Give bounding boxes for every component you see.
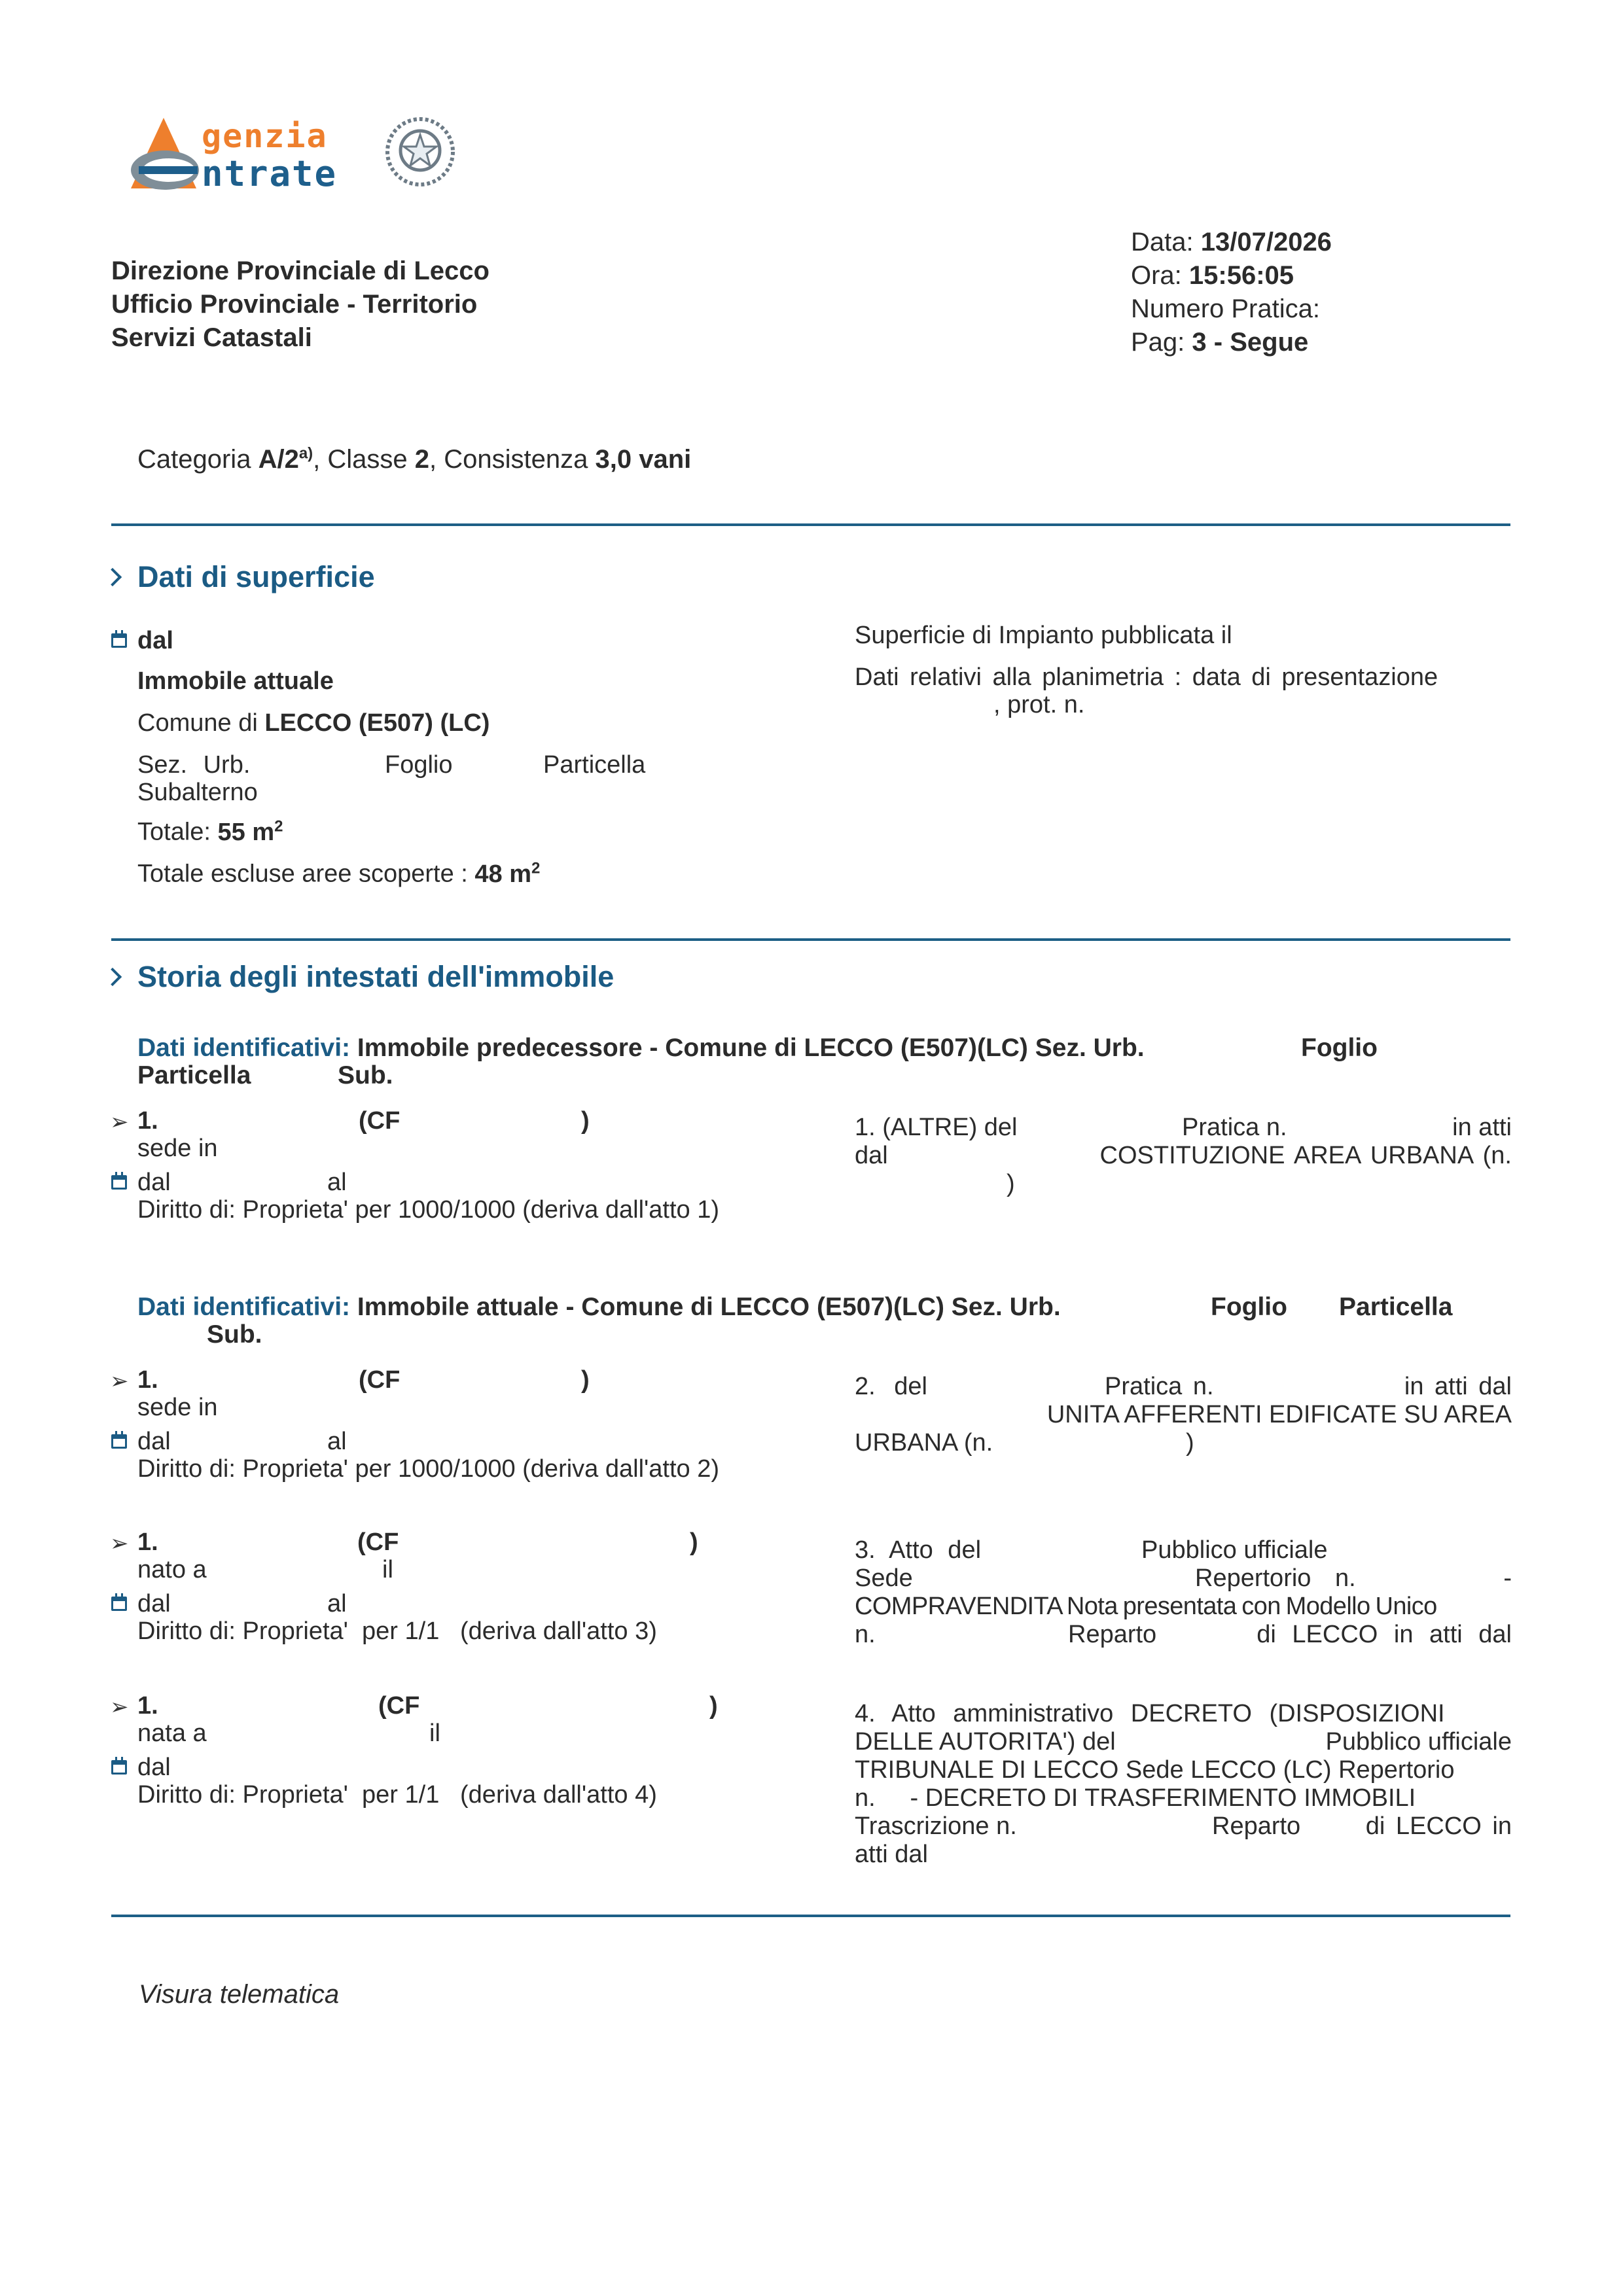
owner-1-dal: dal	[137, 1169, 171, 1196]
office-block	[111, 255, 490, 355]
office-line-2: Ufficio Provinciale - Territorio	[111, 290, 478, 319]
chevron-right-icon	[103, 968, 122, 986]
atto-1: 1. (ALTRE) del Pratica n. in atti dal COSTITUZIONE AREA URBANA (n. )	[855, 1114, 1512, 1197]
dati-identificativi-1-sub: Sub.	[338, 1061, 393, 1089]
agenzia-entrate-logo	[118, 110, 471, 202]
calendar-icon	[111, 1597, 127, 1611]
meta-block	[1131, 226, 1332, 359]
divider-1	[111, 523, 1510, 526]
arrow-right-icon: ➢	[110, 1369, 129, 1394]
arrow-right-icon: ➢	[110, 1110, 129, 1135]
owner-1-num: 1.	[137, 1107, 158, 1135]
divider-3	[111, 1915, 1510, 1917]
owner-3-num: 1.	[137, 1528, 158, 1556]
immobile-attuale: Immobile attuale	[137, 667, 334, 695]
arrow-right-icon: ➢	[110, 1695, 129, 1720]
owner-4-nata: nata a	[137, 1720, 207, 1747]
atto-3: 3. Atto del Pubblico ufficiale Sede Repertorio n. - COMPRAVENDITA Nota presentata con Modello Unico n. Reparto di LECCO in atti dal	[855, 1536, 1512, 1648]
atto-2: 2. del Pratica n. in atti dal UNITA AFFERENTI EDIFICATE SU AREA URBANA (n. )	[855, 1373, 1512, 1457]
owner-3-dal: dal	[137, 1590, 171, 1617]
consistenza-value: 3,0 vani	[595, 445, 692, 474]
owner-2-cf: (CF	[359, 1366, 401, 1394]
dati-identificativi-2-sub: Sub.	[207, 1320, 262, 1349]
owner-2-cf-close: )	[581, 1366, 590, 1394]
dati-identificativi-1-foglio: Foglio	[1301, 1034, 1378, 1062]
classe-value: 2	[414, 445, 430, 474]
meta-date: Data: 13/07/2026	[1131, 228, 1332, 256]
dati-identificativi-2-particella: Particella	[1339, 1293, 1453, 1321]
owner-1-cf: (CF	[359, 1107, 401, 1135]
owner-2-num: 1.	[137, 1366, 158, 1394]
office-line-1: Direzione Provinciale di Lecco	[111, 256, 490, 285]
particella-label: Particella	[543, 751, 646, 779]
calendar-icon	[111, 1434, 127, 1449]
comune-value: LECCO (E507) (LC)	[264, 709, 490, 737]
foglio-label: Foglio	[385, 751, 453, 779]
impianto-line: Superficie di Impianto pubblicata il	[855, 622, 1232, 649]
owner-3-diritto: Diritto di: Proprieta' per 1/1 (deriva dall'atto 3)	[137, 1617, 657, 1645]
meta-time-value: 15:56:05	[1188, 261, 1294, 290]
section-title-storia: Storia degli intestati dell'immobile	[137, 960, 615, 993]
categoria-value: A/2	[258, 445, 299, 474]
planimetria-line-1: Dati relativi alla planimetria : data di presentazione	[855, 663, 1438, 691]
owner-3-nato: nato a	[137, 1556, 207, 1583]
calendar-icon	[111, 1175, 127, 1190]
owner-1-diritto: Diritto di: Proprieta' per 1000/1000 (deriva dall'atto 1)	[137, 1196, 719, 1224]
dati-identificativi-2: Dati identificativi: Immobile attuale - Comune di LECCO (E507)(LC) Sez. Urb.	[137, 1293, 1061, 1321]
atto-4: 4. Atto amministrativo DECRETO (DISPOSIZIONI DELLE AUTORITA') del Pubblico ufficiale TRIBUNALE DI LECCO Sede LECCO (LC) Repertorio n. - DECRETO DI TRASFERIMENTO IMMOBILI Trascrizione n. Reparto di LECCO in atti dal	[855, 1700, 1512, 1868]
superficie-dal: dal	[137, 627, 173, 654]
owner-4-diritto: Diritto di: Proprieta' per 1/1 (deriva dall'atto 4)	[137, 1781, 657, 1809]
footer-visura: Visura telematica	[139, 1980, 340, 2009]
owner-4-cf: (CF	[378, 1692, 420, 1720]
arrow-right-icon: ➢	[110, 1531, 129, 1556]
owner-4-num: 1.	[137, 1692, 158, 1720]
owner-4-cf-close: )	[709, 1692, 718, 1720]
owner-4-dal: dal	[137, 1754, 171, 1781]
dati-identificativi-1-particella: Particella	[137, 1061, 251, 1089]
owner-2-al: al	[327, 1428, 347, 1455]
totale-value: 55 $m^2$	[217, 817, 283, 846]
owner-2-dal: dal	[137, 1428, 171, 1455]
totale-line: Totale: 55 $m^2$	[137, 817, 283, 846]
calendar-icon	[111, 633, 127, 648]
meta-page: Pag: 3 - Segue	[1131, 328, 1309, 357]
owner-3-al: al	[327, 1590, 347, 1617]
owner-3-cf: (CF	[357, 1528, 399, 1556]
meta-page-value: 3 - Segue	[1192, 328, 1309, 357]
meta-pratica: Numero Pratica:	[1131, 294, 1320, 323]
planimetria-line-2: , prot. n.	[993, 691, 1085, 718]
logo-text-genzia: genzia	[202, 117, 328, 155]
logo-a-mark	[118, 110, 209, 202]
divider-2	[111, 938, 1510, 941]
chevron-right-icon	[103, 568, 122, 586]
dati-identificativi-2-foglio: Foglio	[1211, 1293, 1287, 1321]
owner-3-il: il	[382, 1556, 393, 1583]
escluse-line: Totale escluse aree scoperte : 48 $m^2$	[137, 859, 541, 888]
comune-line: Comune di LECCO (E507) (LC)	[137, 709, 490, 737]
escluse-value: 48 $m^2$	[474, 859, 541, 888]
subalterno-label: Subalterno	[137, 779, 258, 806]
meta-date-value: 13/07/2026	[1200, 228, 1332, 256]
section-title-superficie: Dati di superficie	[137, 560, 375, 593]
owner-4-il: il	[429, 1720, 440, 1747]
sez-label: Sez. Urb.	[137, 751, 251, 779]
dati-identificativi-1: Dati identificativi: Immobile predecessore - Comune di LECCO (E507)(LC) Sez. Urb.	[137, 1034, 1145, 1062]
owner-3-cf-close: )	[690, 1528, 698, 1556]
owner-2-sede: sede in	[137, 1394, 218, 1421]
office-line-3: Servizi Catastali	[111, 323, 312, 352]
owner-2-diritto: Diritto di: Proprieta' per 1000/1000 (deriva dall'atto 2)	[137, 1455, 719, 1483]
italian-emblem-icon	[383, 113, 458, 191]
categoria-line: Categoria A/2$^{a)}$, Classe 2, Consistenza 3,0 vani	[137, 444, 692, 474]
owner-1-sede: sede in	[137, 1135, 218, 1162]
meta-time: Ora: 15:56:05	[1131, 261, 1294, 290]
owner-1-al: al	[327, 1169, 347, 1196]
calendar-icon	[111, 1760, 127, 1775]
owner-1-cf-close: )	[581, 1107, 590, 1135]
logo-text-ntrate: ntrate	[202, 153, 338, 194]
